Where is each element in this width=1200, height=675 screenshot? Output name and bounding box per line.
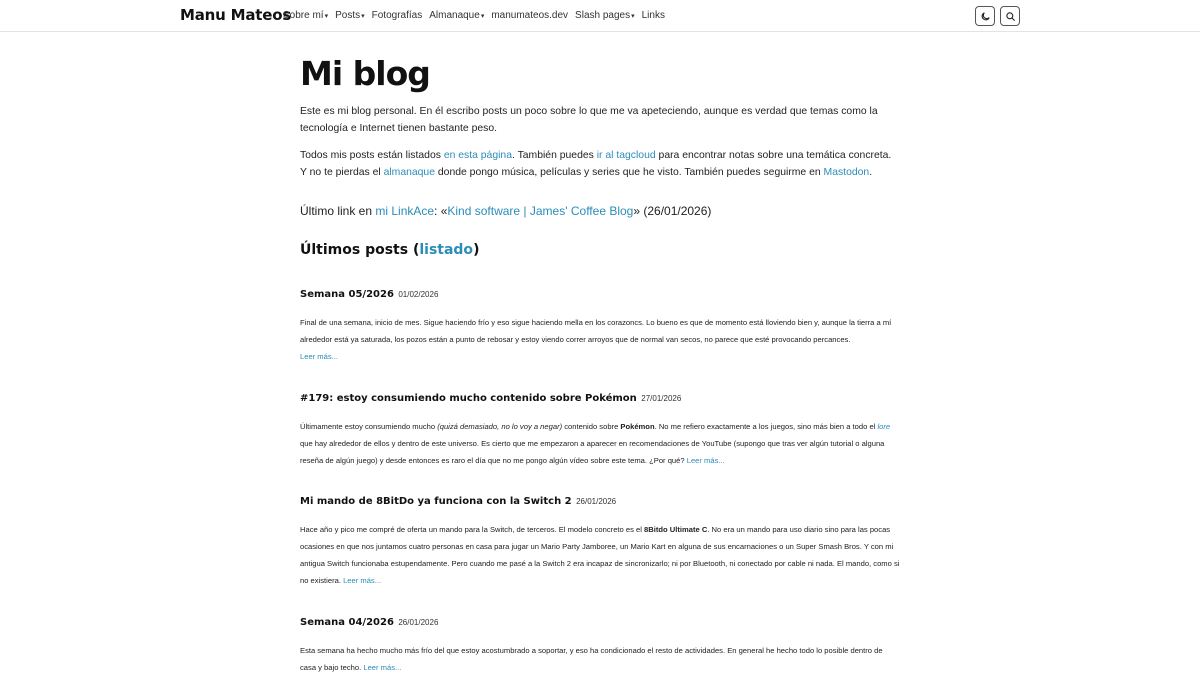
text: Esta semana ha hecho mucho más frío del que estoy acostumbrado a soportar, y eso ha condicionado el resto de actividades. En general he hecho todo lo posible dentro de casa y bajo techo. — [300, 646, 883, 672]
post-date: 01/02/2026 — [398, 290, 439, 299]
text: . — [869, 166, 873, 178]
main-content — [300, 52, 900, 672]
posts-list-link[interactable]: en esta página — [443, 150, 512, 161]
almanaque-link[interactable]: almanaque — [383, 166, 435, 178]
nav-label: Slash pages — [575, 10, 631, 21]
post-item — [300, 284, 900, 365]
page-title: Mi blog — [300, 54, 430, 93]
lore-link[interactable] — [877, 422, 890, 431]
text: » (26/01/2026) — [633, 204, 712, 218]
text: . No me refiero exactamente a los juegos, sino más bien a todo el — [654, 422, 878, 431]
mastodon-link[interactable]: Mastodon — [823, 166, 870, 178]
post-header — [300, 388, 900, 406]
post-header — [300, 612, 900, 630]
text: Hace año y pico me compré de oferta un mando para la Switch, de terceros. El modelo concreto es el — [300, 525, 645, 534]
nav-label: Sobre mí — [283, 10, 324, 21]
post-title-link[interactable]: Semana 05/2026 — [300, 289, 394, 300]
site-brand[interactable]: Manu Mateos — [180, 6, 292, 24]
text: Últimamente estoy consumiendo mucho — [300, 422, 438, 431]
post-header — [300, 491, 900, 509]
post-title-link[interactable]: Mi mando de 8BitDo ya funciona con la Switch 2 — [300, 496, 572, 507]
nav-item-slash-pages[interactable] — [575, 10, 635, 21]
post-item — [300, 388, 900, 469]
read-more-link[interactable]: Leer más... — [300, 352, 338, 361]
nav-item-links[interactable] — [642, 10, 665, 21]
text: donde pongo música, películas y series que he visto. También puedes seguirme en — [435, 166, 824, 178]
post-excerpt — [300, 314, 900, 365]
text: para encontrar notas sobre una temática concreta. Y no te pierdas el — [300, 150, 892, 178]
moon-icon — [980, 11, 991, 22]
nav-item-sobre-mi[interactable] — [283, 10, 328, 21]
chevron-down-icon: ▾ — [631, 12, 635, 20]
search-icon — [1005, 11, 1016, 22]
text: 8Bitdo Ultimate C — [644, 525, 708, 534]
post-excerpt — [300, 418, 900, 469]
nav-item-fotografias[interactable] — [372, 10, 423, 21]
nav-label: Almanaque — [429, 10, 480, 21]
linkace-link[interactable]: mi LinkAce — [375, 204, 435, 218]
theme-toggle-button[interactable] — [975, 6, 995, 26]
intro-paragraph: Este es mi blog personal. En él escribo posts un poco sobre lo que me va apeteciendo, aunque es verdad que temas como la tecnología e Internet tienen bastante peso. — [300, 106, 878, 134]
text: Final de una semana, inicio de mes. Sigue haciendo frío y eso sigue haciendo mella en los corazoncs. Lo bueno es que de momento está lloviendo bien y, aunque la tierra a mí alrededor está ya saturada, los pozos están a punto de rebosar y estoy viendo correr arroyos que de normal van secos, no parece que esté provocando percances. — [300, 318, 892, 344]
text: Último link en — [300, 204, 376, 218]
post-excerpt — [300, 642, 900, 675]
last-link-article[interactable]: Kind software | James' Coffee Blog — [447, 204, 634, 218]
chevron-down-icon: ▾ — [480, 12, 485, 20]
nav-label: Posts — [335, 10, 361, 21]
post-item — [300, 612, 900, 675]
nav-item-almanaque[interactable] — [429, 10, 484, 21]
nav-label: Links — [641, 10, 665, 21]
top-navigation-bar — [0, 0, 1200, 32]
posts-listing-link[interactable]: listado — [419, 242, 474, 258]
post-date: 26/01/2026 — [576, 497, 617, 506]
post-excerpt — [300, 521, 900, 589]
text: que hay alrededor de ellos y dentro de este universo. Es cierto que me empezaron a aparecer en recomendaciones de YouTube (supongo que tras ver algún tutorial o alguna reseña de algún juego) y desde entonces es raro el día que no me pongo algún vídeo sobre este tema. ¿Por qué? — [300, 439, 885, 465]
post-title-link[interactable]: Semana 04/2026 — [300, 617, 394, 628]
nav-label: manumateos.dev — [491, 10, 569, 21]
text: (quizá demasiado, no lo voy a negar) — [437, 422, 563, 431]
chevron-down-icon: ▾ — [324, 12, 329, 20]
text: : « — [434, 204, 448, 218]
read-more-link[interactable]: Leer más... — [343, 576, 382, 585]
post-date: 27/01/2026 — [641, 394, 682, 403]
post-header — [300, 284, 900, 302]
text: Últimos posts ( — [300, 242, 420, 258]
text: Todos mis posts están listados — [300, 150, 444, 161]
text: ) — [473, 242, 480, 258]
latest-posts-heading — [300, 242, 479, 258]
read-more-link[interactable]: Leer más... — [363, 663, 402, 672]
text: . No era un mando para uso diario sino para las pocas ocasiones en que nos juntamos cuatro personas en casa para jugar un Mario Party Jamboree, un Mario Kart en alguna de sus encarnaciones o un Super Smash Bros. Y con mi antigua Switch funcionaba estupendamente. Pero cuando me pasé a la Switch 2 era incapaz de sincronizarlo; ni por Bluetooth, ni conectado por cable ni nada. El mando, como si no existiera. — [300, 525, 900, 585]
read-more-link[interactable]: Leer más... — [686, 456, 725, 465]
nav-item-manumateos-dev[interactable] — [491, 10, 568, 21]
text: Pokémon — [620, 422, 655, 431]
nav-label: Fotografías — [371, 10, 423, 21]
search-button[interactable] — [1000, 6, 1020, 26]
chevron-down-icon: ▾ — [361, 12, 365, 20]
post-item — [300, 491, 900, 589]
main-nav — [283, 10, 665, 21]
nav-item-posts[interactable] — [335, 10, 365, 21]
last-link-line — [300, 204, 711, 218]
intro-links-paragraph — [300, 148, 900, 181]
post-date: 26/01/2026 — [398, 618, 439, 627]
text: lore — [877, 422, 891, 431]
text: . También puedes — [512, 150, 597, 161]
tagcloud-link[interactable]: ir al tagcloud — [596, 150, 656, 161]
text: contenido sobre — [562, 422, 621, 431]
post-title-link[interactable]: #179: estoy consumiendo mucho contenido sobre Pokémon — [300, 393, 637, 404]
